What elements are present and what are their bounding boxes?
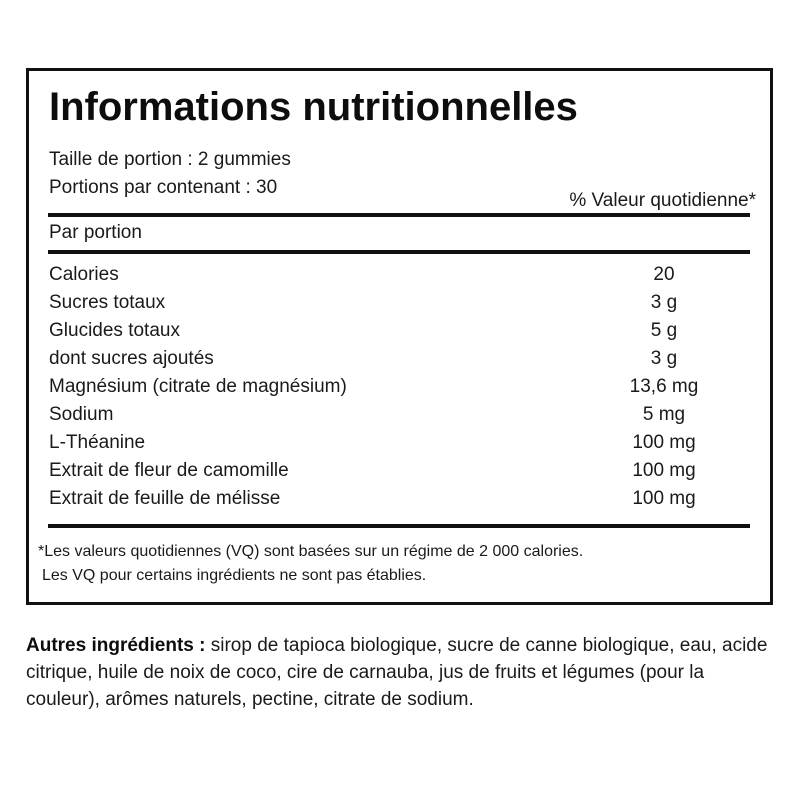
nutrient-row bbox=[49, 348, 749, 376]
nutrient-value: 3 g bbox=[650, 292, 678, 313]
nutrient-label: Magnésium (citrate de magnésium) bbox=[49, 376, 347, 397]
nutrient-value: 100 mg bbox=[632, 432, 696, 453]
nutrient-value: 5 g bbox=[650, 320, 678, 341]
ingredients-text: sirop de tapioca biologique, sucre de canne biologique, eau, acide citrique, huile de noix de coco, cire de carnauba, jus de fruits et légumes (pour la couleur), arômes naturels, pectine, citrate de sodium. bbox=[26, 635, 768, 710]
nutrient-row bbox=[49, 292, 749, 320]
nutrient-value: 3 g bbox=[650, 348, 678, 369]
nutrient-row bbox=[49, 432, 749, 460]
divider-bottom bbox=[48, 524, 750, 528]
footnote-line-2: Les VQ pour certains ingrédients ne sont pas établies. bbox=[42, 567, 427, 584]
daily-value-header: % Valeur quotidienne* bbox=[569, 190, 756, 211]
nutrient-row bbox=[49, 320, 749, 348]
nutrient-row bbox=[49, 488, 749, 516]
nutrient-label: L-Théanine bbox=[49, 432, 146, 453]
ingredients-label: Autres ingrédients : bbox=[26, 635, 206, 656]
nutrient-value: 20 bbox=[653, 264, 675, 285]
per-serving-label: Par portion bbox=[49, 222, 142, 243]
nutrient-label: Sodium bbox=[49, 404, 114, 425]
nutrient-value: 13,6 mg bbox=[629, 376, 699, 397]
nutrient-row bbox=[49, 460, 749, 488]
panel-title: Informations nutritionnelles bbox=[49, 85, 578, 129]
nutrient-value: 100 mg bbox=[632, 488, 696, 509]
servings-per-container: Portions par contenant : 30 bbox=[49, 177, 278, 198]
footnote-line-1: *Les valeurs quotidiennes (VQ) sont basées sur un régime de 2 000 calories. bbox=[38, 543, 584, 560]
nutrient-label: Calories bbox=[49, 264, 119, 285]
nutrient-row bbox=[49, 264, 749, 292]
nutrient-value: 100 mg bbox=[632, 460, 696, 481]
nutrient-label: dont sucres ajoutés bbox=[49, 348, 214, 369]
nutrient-label: Extrait de fleur de camomille bbox=[49, 460, 289, 481]
other-ingredients bbox=[26, 632, 776, 713]
divider-top bbox=[48, 213, 750, 217]
nutrition-facts-panel bbox=[26, 68, 773, 605]
nutrient-row bbox=[49, 404, 749, 432]
serving-size: Taille de portion : 2 gummies bbox=[49, 149, 291, 170]
nutrient-label: Sucres totaux bbox=[49, 292, 166, 313]
nutrient-label: Extrait de feuille de mélisse bbox=[49, 488, 281, 509]
nutrient-row bbox=[49, 376, 749, 404]
nutrient-value: 5 mg bbox=[642, 404, 686, 425]
nutrient-label: Glucides totaux bbox=[49, 320, 180, 341]
divider-middle bbox=[48, 250, 750, 254]
